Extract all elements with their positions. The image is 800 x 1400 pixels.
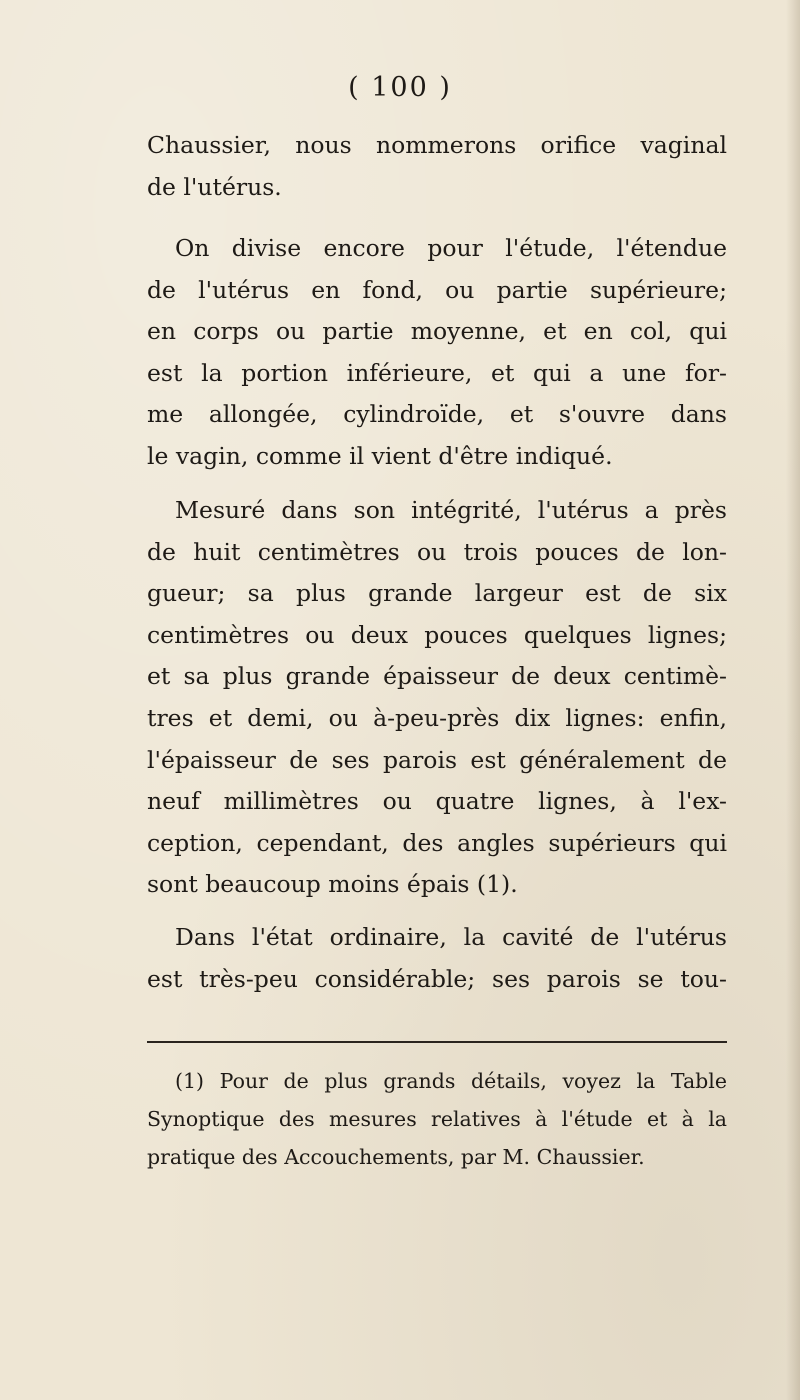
text-line: le vagin, comme il vient d'être indiqué. [147, 441, 613, 470]
text-line: Dans l'état ordinaire, la cavité de l'utérus [175, 923, 727, 951]
text-line: gueur; sa plus grande largeur est de six [147, 579, 727, 608]
text-line: me allongée, cylindroïde, et s'ouvre dans [147, 400, 727, 429]
text-line: de l'utérus. [147, 172, 282, 201]
text-line: Chaussier, nous nommerons orifice vaginal [147, 131, 727, 159]
text-line: est la portion inférieure, et qui a une for- [147, 358, 727, 387]
text-line: neuf millimètres ou quatre lignes, à l'ex- [147, 787, 727, 816]
text-line: Mesuré dans son intégrité, l'utérus a près [175, 496, 727, 524]
text-line: l'épaisseur de ses parois est généralement de [147, 745, 727, 774]
text-line: centimètres ou deux pouces quelques lignes; [147, 620, 727, 649]
paragraph-measurements [147, 490, 727, 906]
footnote-line: pratique des Accouchements, par M. Chaussier. [147, 1145, 645, 1169]
footnote-line: Synoptique des mesures relatives à l'étude et à la [147, 1107, 727, 1131]
text-line: et sa plus grande épaisseur de deux centimè- [147, 662, 727, 691]
footnote-line: (1) Pour de plus grands détails, voyez la Table [175, 1069, 727, 1093]
page-number: ( 100 ) [348, 72, 452, 103]
footnote [147, 1062, 727, 1176]
text-line: sont beaucoup moins épais (1). [147, 870, 518, 899]
paragraph-cavity [147, 917, 727, 1000]
text-line: est très-peu considérable; ses parois se tou- [147, 964, 727, 993]
paragraph-divisions [147, 228, 727, 478]
text-line: tres et demi, ou à-peu-près dix lignes: enfin, [147, 703, 727, 732]
text-line: de l'utérus en fond, ou partie supérieure; [147, 275, 727, 304]
text-line: On divise encore pour l'étude, l'étendue [175, 234, 727, 262]
text-line: ception, cependant, des angles supérieurs qui [147, 828, 727, 857]
paragraph-continuation [147, 125, 727, 208]
text-line: en corps ou partie moyenne, et en col, qui [147, 317, 727, 346]
footnote-divider [147, 1041, 727, 1043]
text-line: de huit centimètres ou trois pouces de lon- [147, 537, 727, 566]
